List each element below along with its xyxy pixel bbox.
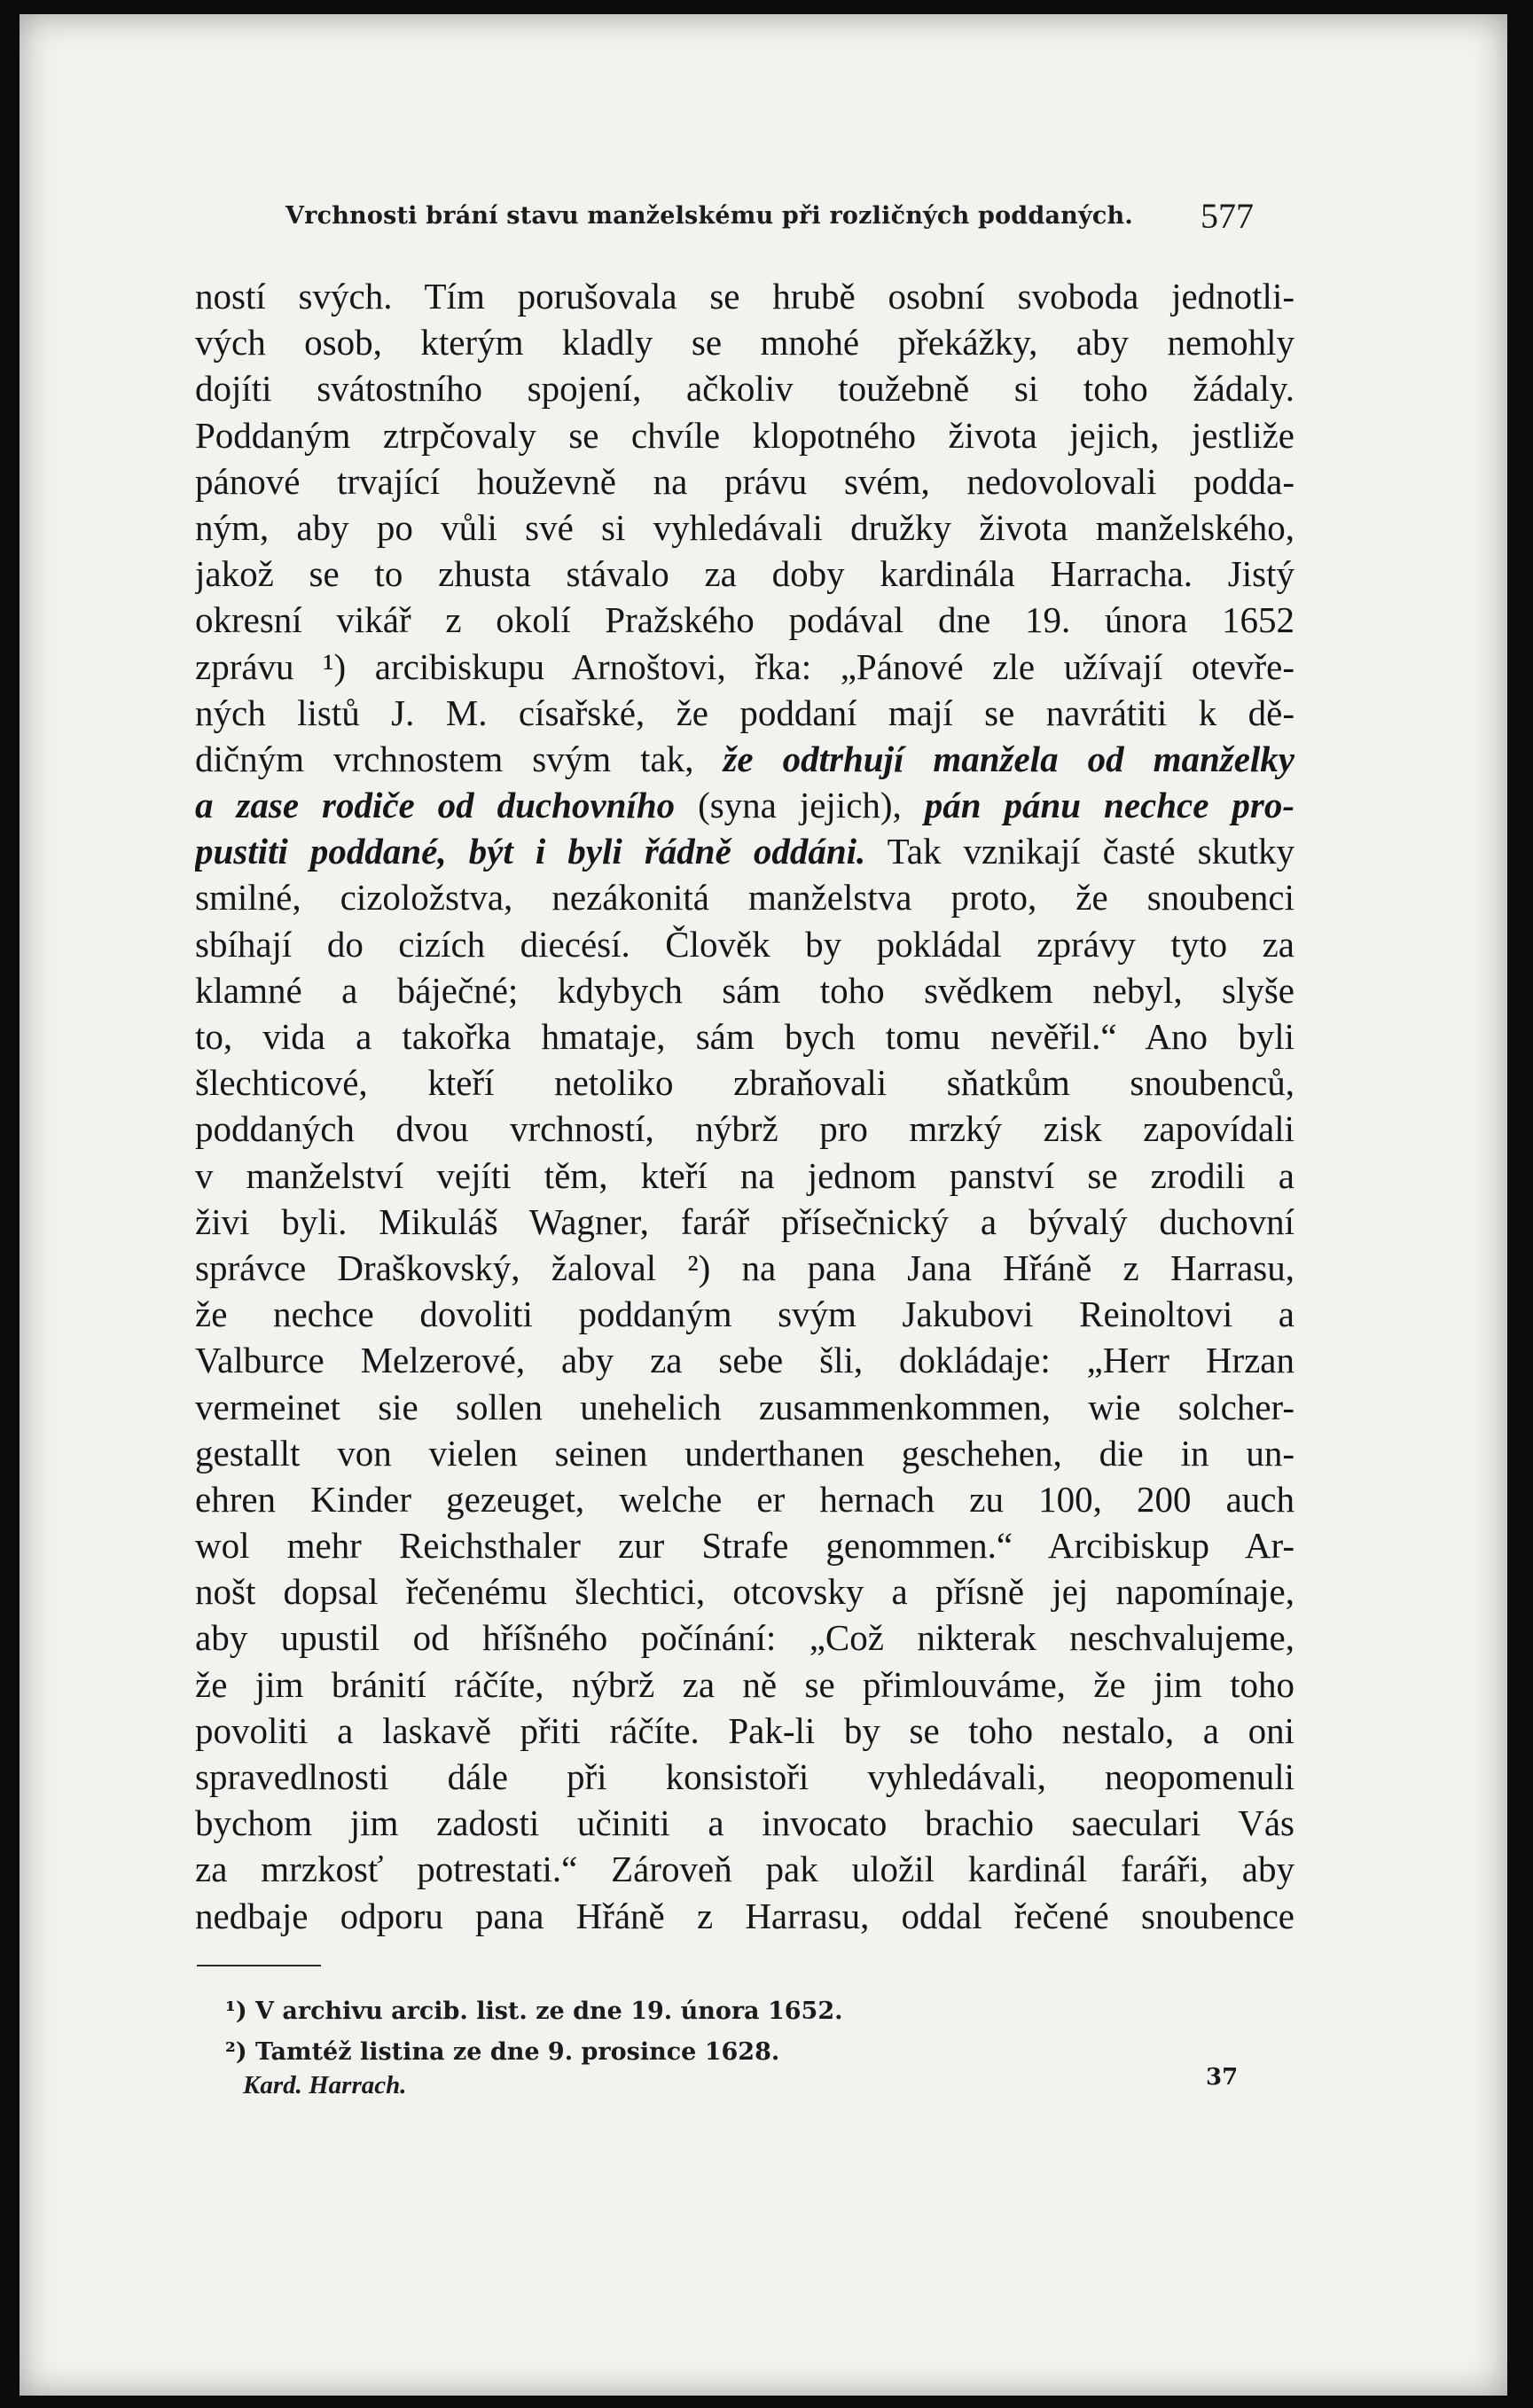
text-line: živi byli. Mikuláš Wagner, farář přísečnický a bývalý duchovní	[195, 1200, 1294, 1242]
text-line: pánové trvající houževně na právu svém, nedovolovali podda-	[195, 460, 1294, 502]
italic-quote: že odtrhují manžela od manželky	[723, 738, 1294, 779]
text-line	[195, 782, 1294, 828]
text-line: smilné, cizoložstva, nezákonitá manželstva proto, že snoubenci	[195, 877, 1294, 919]
line-text: Tak vznikají časté skutky	[865, 831, 1294, 872]
text-line: sbíhají do cizích diecésí. Člověk by pokládal zprávy tyto za	[195, 923, 1294, 965]
text-line: šlechticové, kteří netoliko zbraňovali sňatkům snoubenců,	[195, 1062, 1294, 1104]
text-line: ným, aby po vůli své si vyhledávali družky života manželského,	[195, 506, 1294, 548]
text-line: ných listů J. M. císařské, že poddaní mají se navrátiti k dě-	[195, 692, 1294, 733]
text-line: nedbaje odporu pana Hřáně z Harrasu, oddal řečené snoubence	[195, 1895, 1294, 1936]
text-line: v manželství vejíti těm, kteří na jednom panství se zrodili a	[195, 1154, 1294, 1196]
text-line: jakož se to zhusta stávalo za doby kardinála Harracha. Jistý	[195, 553, 1294, 595]
text-line: ností svých. Tím porušovala se hrubě osobní svoboda jednotli-	[195, 276, 1294, 317]
text-line: povoliti a laskavě přiti ráčíte. Pak-li by se toho nestalo, a oni	[195, 1709, 1294, 1751]
text-line: okresní vikář z okolí Pražského podával dne 19. února 1652	[195, 599, 1294, 641]
text-line: že nechce dovoliti poddaným svým Jakubovi Reinoltovi a	[195, 1294, 1294, 1335]
footnote-divider	[197, 1965, 321, 1966]
text-line: poddaných dvou vrchností, nýbrž pro mrzký zisk zapovídali	[195, 1108, 1294, 1150]
text-line: klamné a báječné; kdybych sám toho svědkem nebyl, slyše	[195, 969, 1294, 1011]
text-line: bychom jim zadosti učiniti a invocato brachio saeculari Vás	[195, 1802, 1294, 1844]
text-line: Valburce Melzerové, aby za sebe šli, dokládaje: „Herr Hrzan	[195, 1340, 1294, 1381]
line-text: dičným vrchnostem svým tak,	[195, 738, 723, 779]
signature-mark: Kard. Harrach.	[243, 2071, 407, 2099]
sheet-number: 37	[1206, 2064, 1239, 2091]
footnote: ²) Tamtéž listina ze dne 9. prosince 1628.	[225, 2038, 780, 2066]
footnote: ¹) V archivu arcib. list. ze dne 19. února 1652.	[225, 1998, 843, 2025]
text-line	[195, 736, 1294, 782]
italic-quote: pustiti poddané, být i byli řádně oddáni.	[195, 831, 866, 872]
text-line: dojíti svátostního spojení, ačkoliv toužebně si toho žádaly.	[195, 368, 1294, 410]
text-line: spravedlnosti dále při konsistoři vyhledávali, neopomenuli	[195, 1756, 1294, 1797]
body-text	[195, 273, 1294, 1939]
text-line: že jim bránití ráčíte, nýbrž za ně se přimlouváme, že jim toho	[195, 1663, 1294, 1705]
italic-quote: a zase rodiče od duchovního	[195, 785, 676, 826]
text-line: nošt dopsal řečenému šlechtici, otcovsky a přísně jej napomínaje,	[195, 1571, 1294, 1613]
text-line: aby upustil od hříšného počínání: „Což nikterak neschvalujeme,	[195, 1617, 1294, 1659]
text-line: zprávu ¹) arcibiskupu Arnoštovi, řka: „Pánové zle užívají otevře-	[195, 645, 1294, 687]
text-line: ehren Kinder gezeuget, welche er hernach zu 100, 200 auch	[195, 1478, 1294, 1520]
page-number: 577	[1201, 196, 1254, 236]
book-page	[20, 14, 1507, 2396]
text-line: Poddaným ztrpčovaly se chvíle klopotného života jejich, jestliže	[195, 414, 1294, 456]
text-line: to, vida a takořka hmataje, sám bych tomu nevěřil.“ Ano byli	[195, 1016, 1294, 1057]
text-line: vých osob, kterým kladly se mnohé překážky, aby nemohly	[195, 322, 1294, 364]
text-line: gestallt von vielen seinen underthanen geschehen, die in un-	[195, 1432, 1294, 1474]
italic-quote: pán pánu nechce pro-	[924, 785, 1294, 826]
text-line	[195, 828, 1294, 874]
text-line: za mrzkosť potrestati.“ Zároveň pak uložil kardinál faráři, aby	[195, 1849, 1294, 1890]
line-text: (syna jejich),	[675, 785, 925, 826]
text-line: správce Draškovský, žaloval ²) na pana Jana Hřáně z Harrasu,	[195, 1247, 1294, 1288]
running-header: Vrchnosti brání stavu manželskému při rozličných poddaných.	[285, 202, 1133, 230]
text-line: vermeinet sie sollen unehelich zusammenkommen, wie solcher-	[195, 1386, 1294, 1427]
text-line: wol mehr Reichsthaler zur Strafe genommen.“ Arcibiskup Ar-	[195, 1525, 1294, 1567]
footnotes	[225, 1991, 843, 2073]
